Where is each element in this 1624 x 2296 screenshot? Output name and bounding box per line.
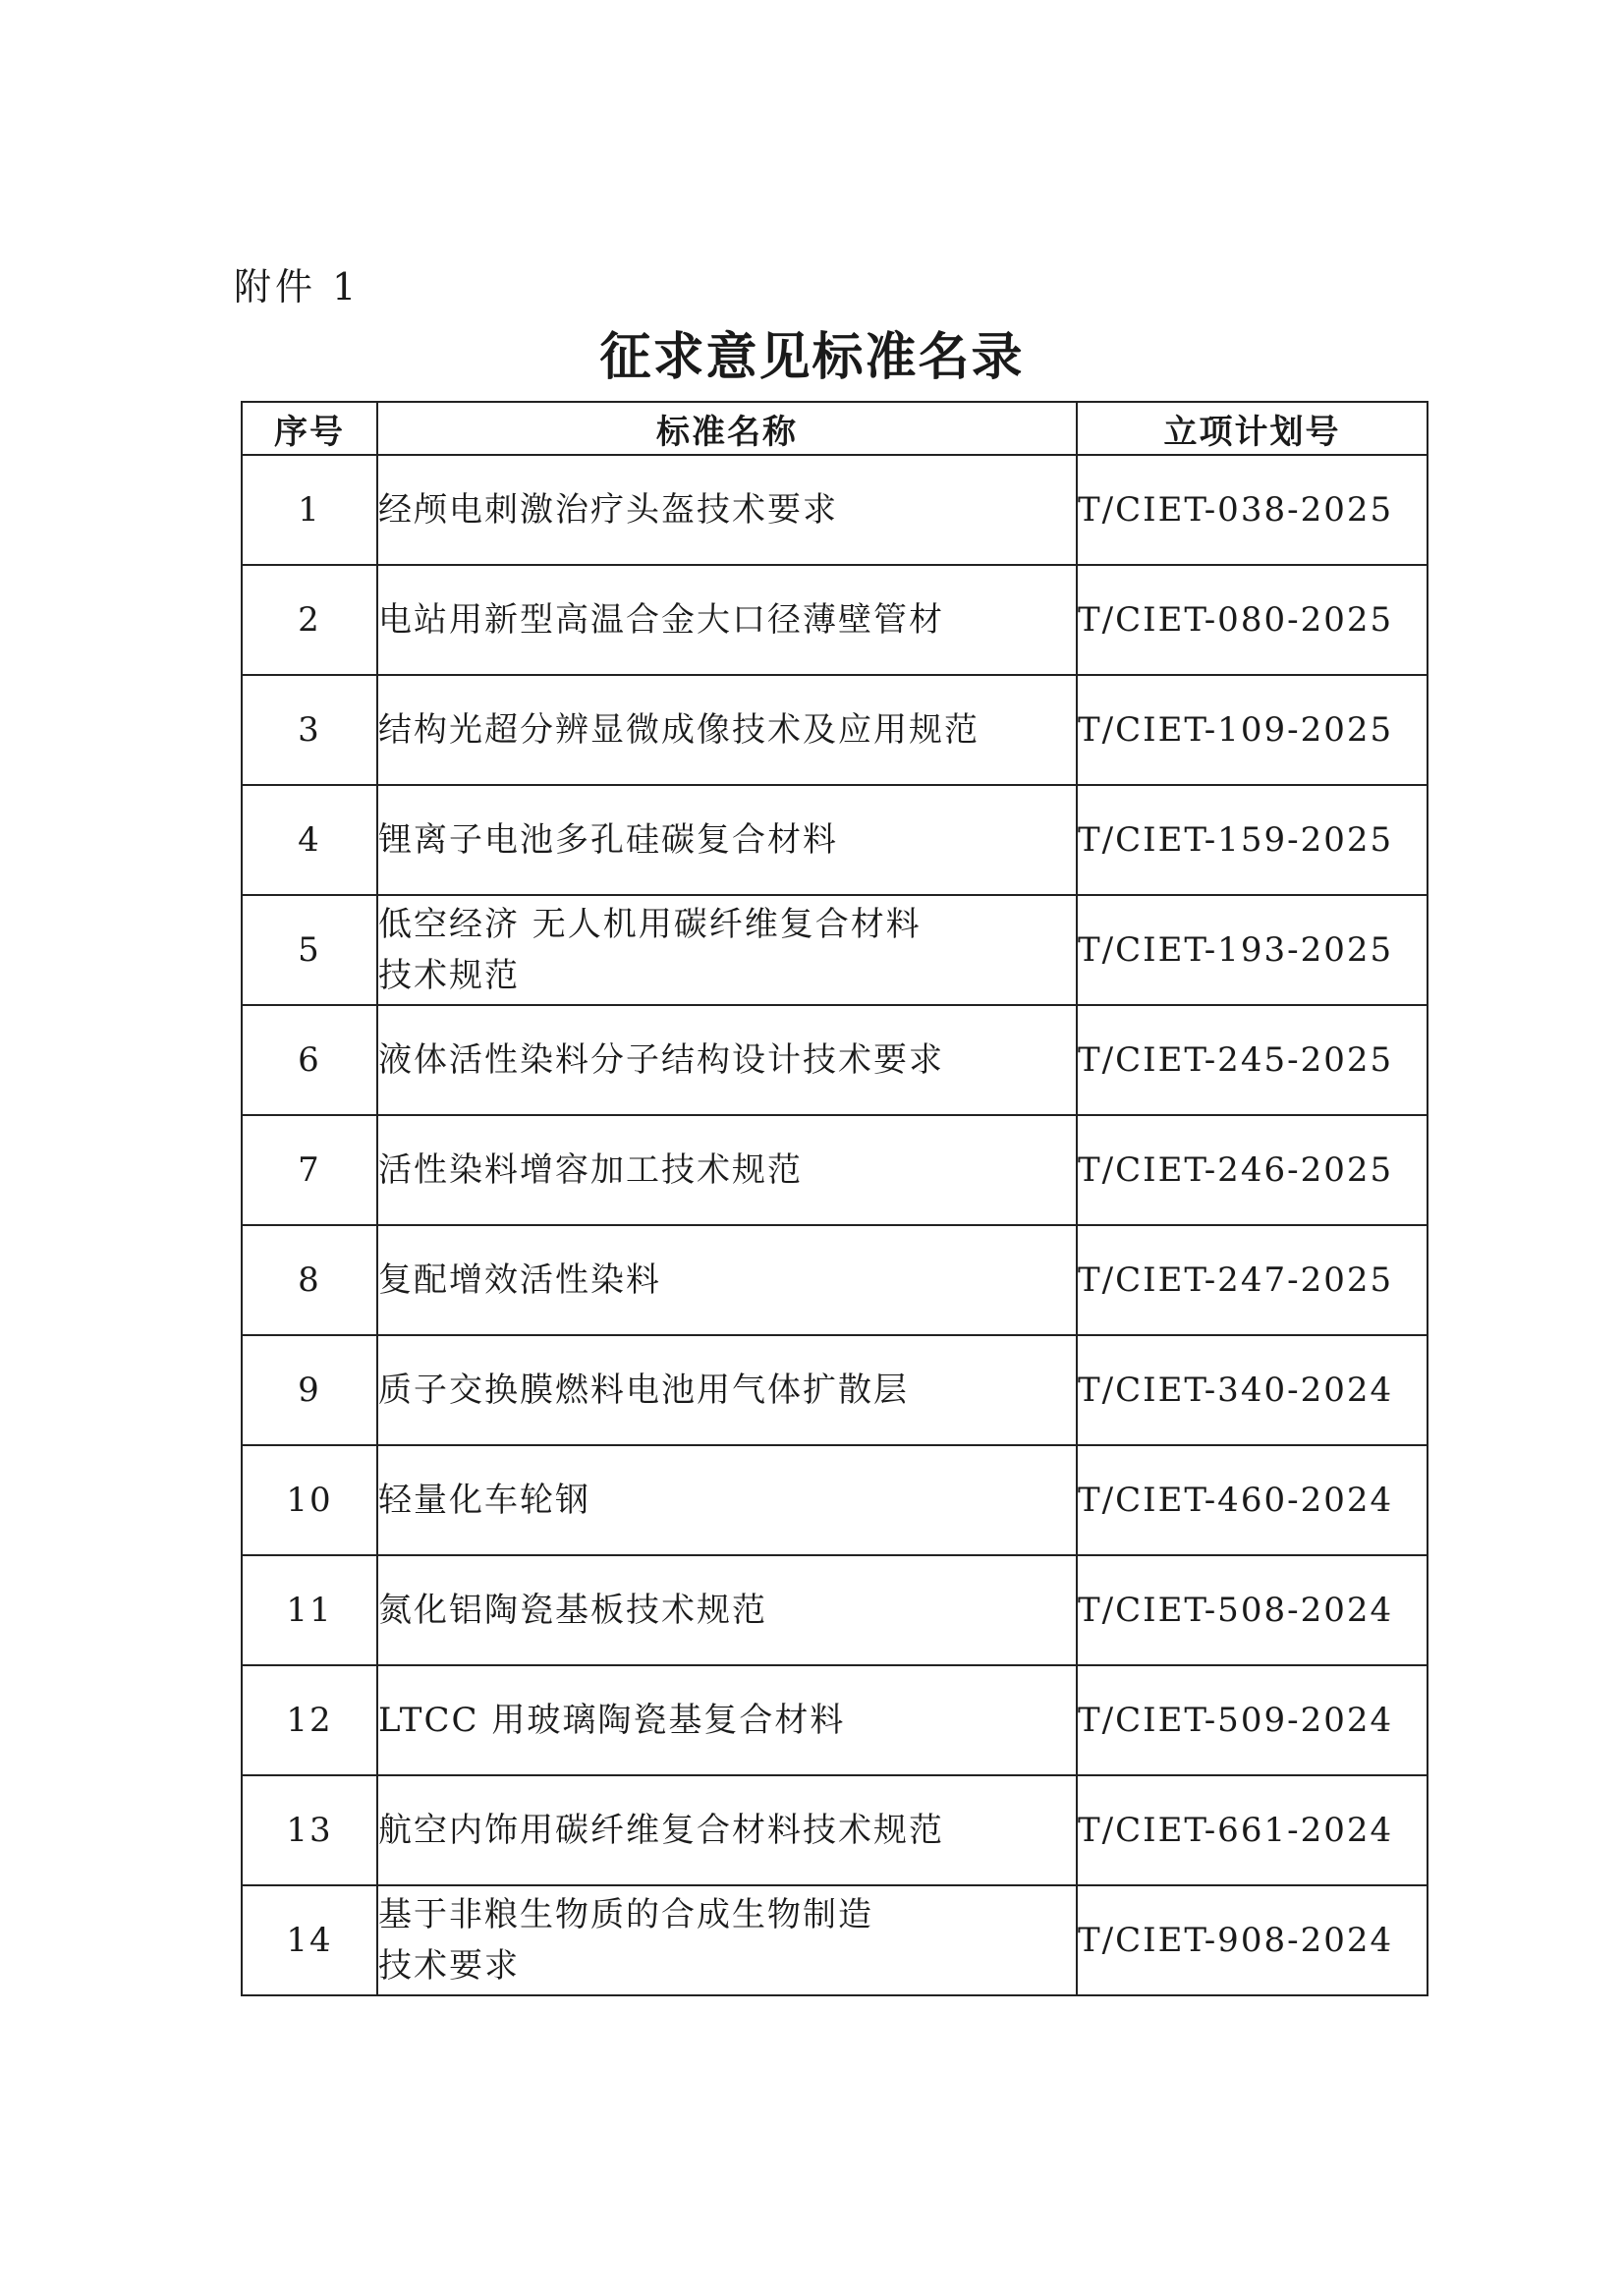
table-row [242, 785, 1428, 895]
table-row [242, 1115, 1428, 1225]
cell-plan: T/CIET-038-2025 [1077, 455, 1428, 565]
table-row [242, 565, 1428, 675]
cell-plan: T/CIET-508-2024 [1077, 1555, 1428, 1665]
cell-seq: 6 [242, 1005, 377, 1115]
cell-seq: 4 [242, 785, 377, 895]
table-row [242, 675, 1428, 785]
cell-seq: 10 [242, 1445, 377, 1555]
cell-plan: T/CIET-159-2025 [1077, 785, 1428, 895]
cell-name: LTCC 用玻璃陶瓷基复合材料 [377, 1665, 1077, 1775]
table-row [242, 1005, 1428, 1115]
cell-seq: 11 [242, 1555, 377, 1665]
cell-name: 低空经济 无人机用碳纤维复合材料 技术规范 [377, 895, 1077, 1005]
cell-name: 复配增效活性染料 [377, 1225, 1077, 1335]
cell-seq: 7 [242, 1115, 377, 1225]
table-row [242, 1335, 1428, 1445]
cell-seq: 2 [242, 565, 377, 675]
cell-name: 经颅电刺激治疗头盔技术要求 [377, 455, 1077, 565]
cell-name: 氮化铝陶瓷基板技术规范 [377, 1555, 1077, 1665]
cell-seq: 8 [242, 1225, 377, 1335]
cell-name: 活性染料增容加工技术规范 [377, 1115, 1077, 1225]
table-header-row [242, 402, 1428, 455]
cell-plan: T/CIET-661-2024 [1077, 1775, 1428, 1885]
attachment-label: 附件 1 [234, 265, 361, 308]
cell-name: 轻量化车轮钢 [377, 1445, 1077, 1555]
cell-seq: 13 [242, 1775, 377, 1885]
header-name: 标准名称 [377, 402, 1077, 455]
table-row [242, 1225, 1428, 1335]
cell-name: 质子交换膜燃料电池用气体扩散层 [377, 1335, 1077, 1445]
cell-plan: T/CIET-193-2025 [1077, 895, 1428, 1005]
cell-name: 航空内饰用碳纤维复合材料技术规范 [377, 1775, 1077, 1885]
document-title: 征求意见标准名录 [599, 327, 1025, 387]
cell-plan: T/CIET-109-2025 [1077, 675, 1428, 785]
cell-plan: T/CIET-509-2024 [1077, 1665, 1428, 1775]
cell-seq: 14 [242, 1885, 377, 1995]
cell-plan: T/CIET-340-2024 [1077, 1335, 1428, 1445]
cell-name: 结构光超分辨显微成像技术及应用规范 [377, 675, 1077, 785]
table-row [242, 1885, 1428, 1995]
cell-name: 电站用新型高温合金大口径薄壁管材 [377, 565, 1077, 675]
header-plan: 立项计划号 [1077, 402, 1428, 455]
cell-seq: 9 [242, 1335, 377, 1445]
cell-seq: 5 [242, 895, 377, 1005]
table-row [242, 1775, 1428, 1885]
cell-seq: 1 [242, 455, 377, 565]
table-row [242, 1555, 1428, 1665]
cell-seq: 3 [242, 675, 377, 785]
cell-plan: T/CIET-247-2025 [1077, 1225, 1428, 1335]
table-row [242, 1665, 1428, 1775]
cell-plan: T/CIET-245-2025 [1077, 1005, 1428, 1115]
table-row [242, 895, 1428, 1005]
cell-plan: T/CIET-908-2024 [1077, 1885, 1428, 1995]
cell-seq: 12 [242, 1665, 377, 1775]
cell-name: 液体活性染料分子结构设计技术要求 [377, 1005, 1077, 1115]
header-seq: 序号 [242, 402, 377, 455]
table-row [242, 1445, 1428, 1555]
cell-name: 锂离子电池多孔硅碳复合材料 [377, 785, 1077, 895]
cell-plan: T/CIET-080-2025 [1077, 565, 1428, 675]
table-row [242, 455, 1428, 565]
cell-plan: T/CIET-246-2025 [1077, 1115, 1428, 1225]
standards-table [241, 401, 1428, 1996]
cell-plan: T/CIET-460-2024 [1077, 1445, 1428, 1555]
cell-name: 基于非粮生物质的合成生物制造 技术要求 [377, 1885, 1077, 1995]
